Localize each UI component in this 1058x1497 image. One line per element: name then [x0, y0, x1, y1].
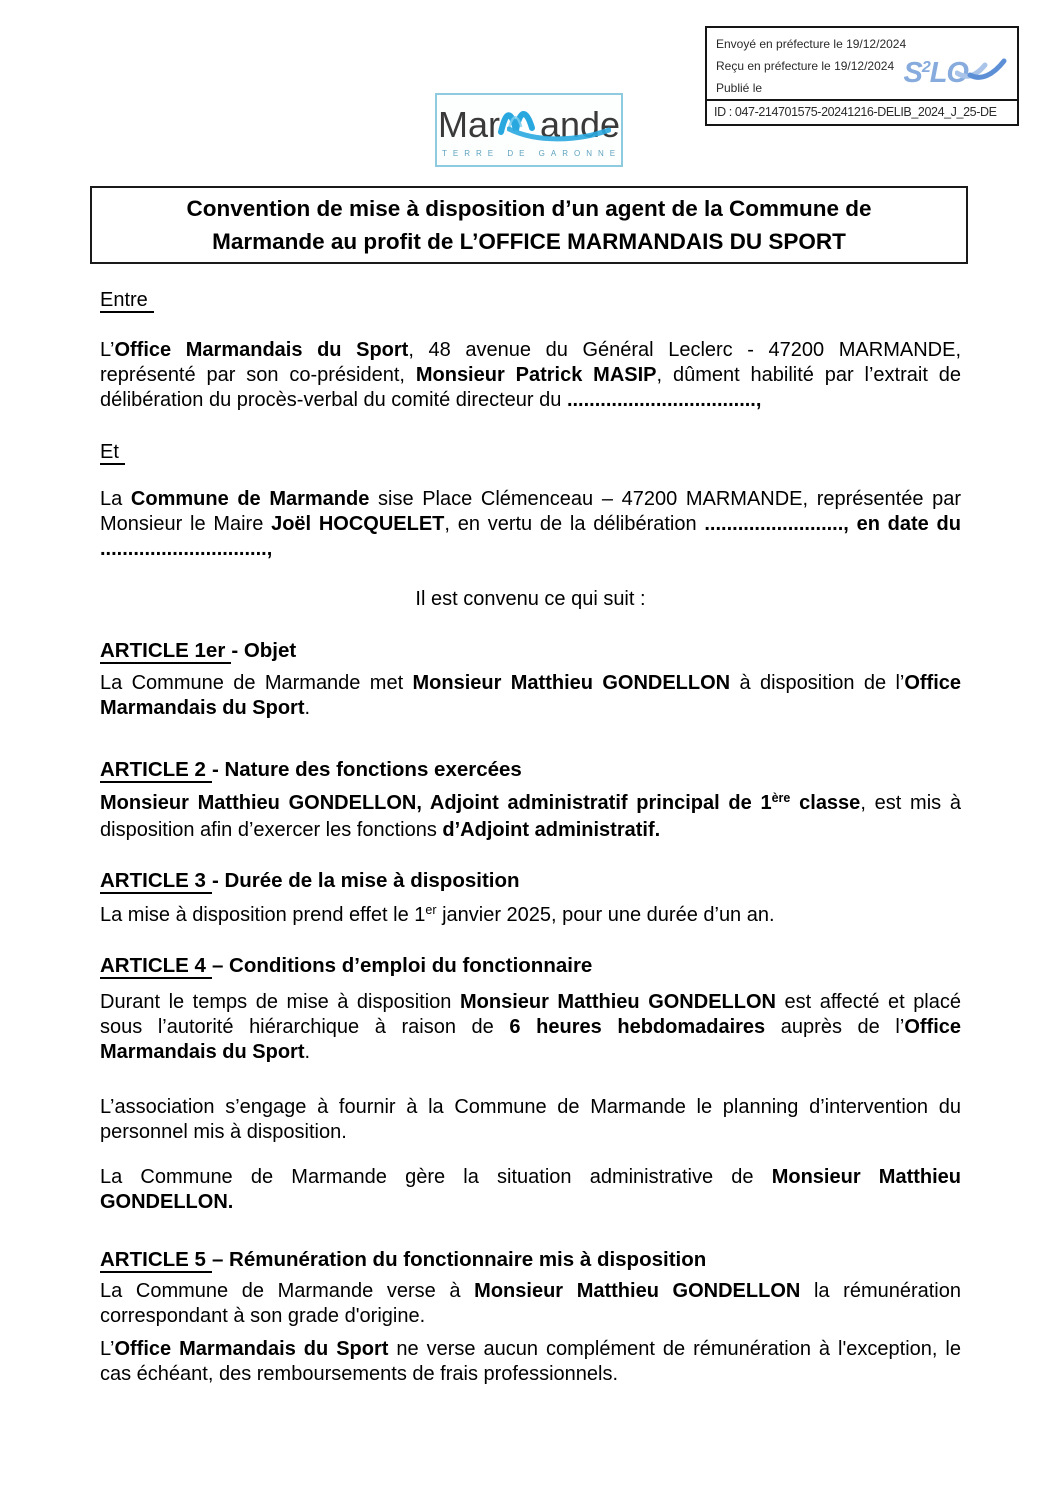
a4-seg: Durant le temps de mise à disposition	[100, 991, 460, 1013]
p2-seg-bold: Joël HOCQUELET	[271, 513, 445, 535]
p1-dotted-blank: ..................................,	[566, 389, 762, 411]
logo-swoosh-icon	[507, 126, 611, 142]
stamp-line-sent: Envoyé en préfecture le 19/12/2024	[716, 37, 907, 51]
a4-seg-bold: 6 heures hebdomadaires	[509, 1016, 766, 1038]
a5p1-seg: La Commune de Marmande verse à	[100, 1280, 475, 1302]
article-2-title: - Nature des fonctions exercées	[211, 758, 522, 781]
stamp-id-line: ID : 047-214701575-20241216-DELIB_2024_J_25-DE	[707, 99, 1017, 124]
article-2-label: ARTICLE 2	[100, 758, 212, 783]
stamp-line-received: Reçu en préfecture le 19/12/2024	[716, 59, 895, 73]
a2-seg-bold: classe	[790, 792, 861, 814]
article-4-title: – Conditions d’emploi du fonctionnaire	[211, 954, 593, 977]
a4-seg: est affecté et placé sous l’autorité hiérarchique à raison de	[100, 991, 962, 1038]
a3-superscript: er	[425, 903, 437, 917]
article-1-title: - Objet	[231, 639, 297, 662]
a2-seg-bold: Monsieur Matthieu GONDELLON, Adjoint administratif principal de 1	[100, 792, 772, 814]
p1-seg-bold: Monsieur Patrick MASIP	[415, 364, 657, 386]
p1-seg-bold: Office Marmandais du Sport	[114, 339, 409, 361]
document-title-line1: Convention de mise à disposition d’un agent de la Commune de	[186, 196, 872, 221]
article-3-title: - Durée de la mise à disposition	[211, 869, 520, 892]
article-5-title: – Rémunération du fonctionnaire mis à disposition	[211, 1248, 707, 1271]
a2-superscript: ère	[771, 791, 791, 805]
a5p1-seg: la rémunération correspondant à son grade d'origine.	[100, 1280, 961, 1327]
section-label-entre	[100, 288, 961, 313]
logo-text-left: Mar	[437, 104, 500, 145]
logo-tagline: TERRE DE GARONNE	[442, 149, 622, 158]
section-label-et	[100, 440, 961, 465]
agreement-intro-line: Il est convenu ce qui suit :	[415, 588, 646, 610]
article-5-paragraph-1	[100, 1279, 961, 1329]
article-4-paragraph-1	[100, 990, 961, 1065]
p2-dotted-blank: ........................., en date du ..............................,	[100, 513, 961, 560]
p1-seg: , dûment habilité par l’extrait de délibération du procès-verbal du comité directeur du	[100, 364, 962, 411]
article-2-paragraph	[100, 791, 961, 843]
document-title	[90, 186, 968, 264]
article-1-heading	[100, 638, 961, 663]
a1-seg: à disposition de l’	[730, 672, 905, 694]
article-1-label: ARTICLE 1er	[100, 639, 231, 664]
stamp-rows	[707, 28, 1017, 99]
a5p2-seg: ne verse aucun complément de rémunération à l'exception, le cas échéant, des remboursements de frais professionnels.	[100, 1338, 961, 1385]
p1-seg: , 48 avenue du Général Leclerc - 47200 MARMANDE, représenté par son co-président,	[100, 339, 961, 386]
document-title-line2: Marmande au profit de L’OFFICE MARMANDAIS DU SPORT	[212, 229, 846, 254]
logo-text-right: ande	[539, 104, 621, 145]
marmande-logo-word	[437, 102, 621, 146]
slo-watermark	[903, 56, 1007, 90]
a4-seg: .	[304, 1041, 311, 1063]
a3-seg: La mise à disposition prend effet le 1	[100, 904, 426, 926]
a5p2-seg-bold: Office Marmandais du Sport	[114, 1338, 389, 1360]
slo-watermark-lo: LO	[929, 57, 968, 89]
article-3-heading	[100, 868, 961, 893]
a4p3-seg-bold: Monsieur Matthieu GONDELLON.	[100, 1166, 961, 1213]
a1-seg: .	[304, 697, 311, 719]
article-4-heading	[100, 953, 961, 978]
p2-seg: La	[100, 488, 131, 510]
a4-seg: auprès de l’	[765, 1016, 905, 1038]
a2-seg-bold: d’Adjoint administratif.	[442, 819, 661, 841]
a4p3-seg: La Commune de Marmande gère la situation administrative de	[100, 1166, 772, 1188]
a3-seg: janvier 2025, pour une durée d’un an.	[436, 904, 775, 926]
slo-watermark-sup: 2	[921, 59, 930, 76]
a5p2-seg: L’	[100, 1338, 115, 1360]
p2-seg: sise Place Clémenceau – 47200 MARMANDE, représentée par Monsieur le Maire	[100, 488, 962, 535]
article-4-label: ARTICLE 4	[100, 954, 212, 979]
paragraph-commune-party	[100, 487, 961, 562]
p2-seg-bold: Commune de Marmande	[130, 488, 370, 510]
article-5-paragraph-2	[100, 1337, 961, 1387]
a2-seg: , est mis à disposition afin d’exercer les fonctions	[100, 792, 962, 841]
article-3-label: ARTICLE 3	[100, 869, 212, 894]
a1-seg: La Commune de Marmande met	[100, 672, 413, 694]
article-2-heading	[100, 757, 961, 782]
article-4-paragraph-2: L’association s’engage à fournir à la Commune de Marmande le planning d’intervention du personnel mis à disposition.	[100, 1096, 961, 1143]
article-3-paragraph	[100, 903, 961, 930]
a5p1-seg-bold: Monsieur Matthieu GONDELLON	[474, 1280, 801, 1302]
article-1-paragraph	[100, 671, 961, 721]
slo-watermark-s: S	[903, 57, 922, 89]
article-5-heading	[100, 1247, 961, 1272]
prefecture-stamp	[705, 26, 1019, 126]
a1-seg-bold: Monsieur Matthieu GONDELLON	[412, 672, 731, 694]
a4-seg-bold: Office Marmandais du Sport	[100, 1016, 961, 1063]
marmande-logo	[435, 93, 623, 167]
et-underlined: Et	[100, 441, 125, 465]
p1-seg: L’	[100, 339, 115, 361]
a1-seg-bold: Office Marmandais du Sport	[100, 672, 962, 719]
article-5-label: ARTICLE 5	[100, 1248, 212, 1273]
document-body	[100, 288, 961, 1387]
stamp-line-published: Publié le	[716, 81, 763, 95]
p2-seg: , en vertu de la délibération	[444, 513, 705, 535]
slo-bird-icon	[955, 58, 1007, 84]
paragraph-office-party	[100, 338, 961, 413]
article-4-paragraph-3	[100, 1165, 961, 1215]
a4-seg-bold: Monsieur Matthieu GONDELLON	[459, 991, 776, 1013]
entre-underlined: Entre	[100, 289, 154, 313]
